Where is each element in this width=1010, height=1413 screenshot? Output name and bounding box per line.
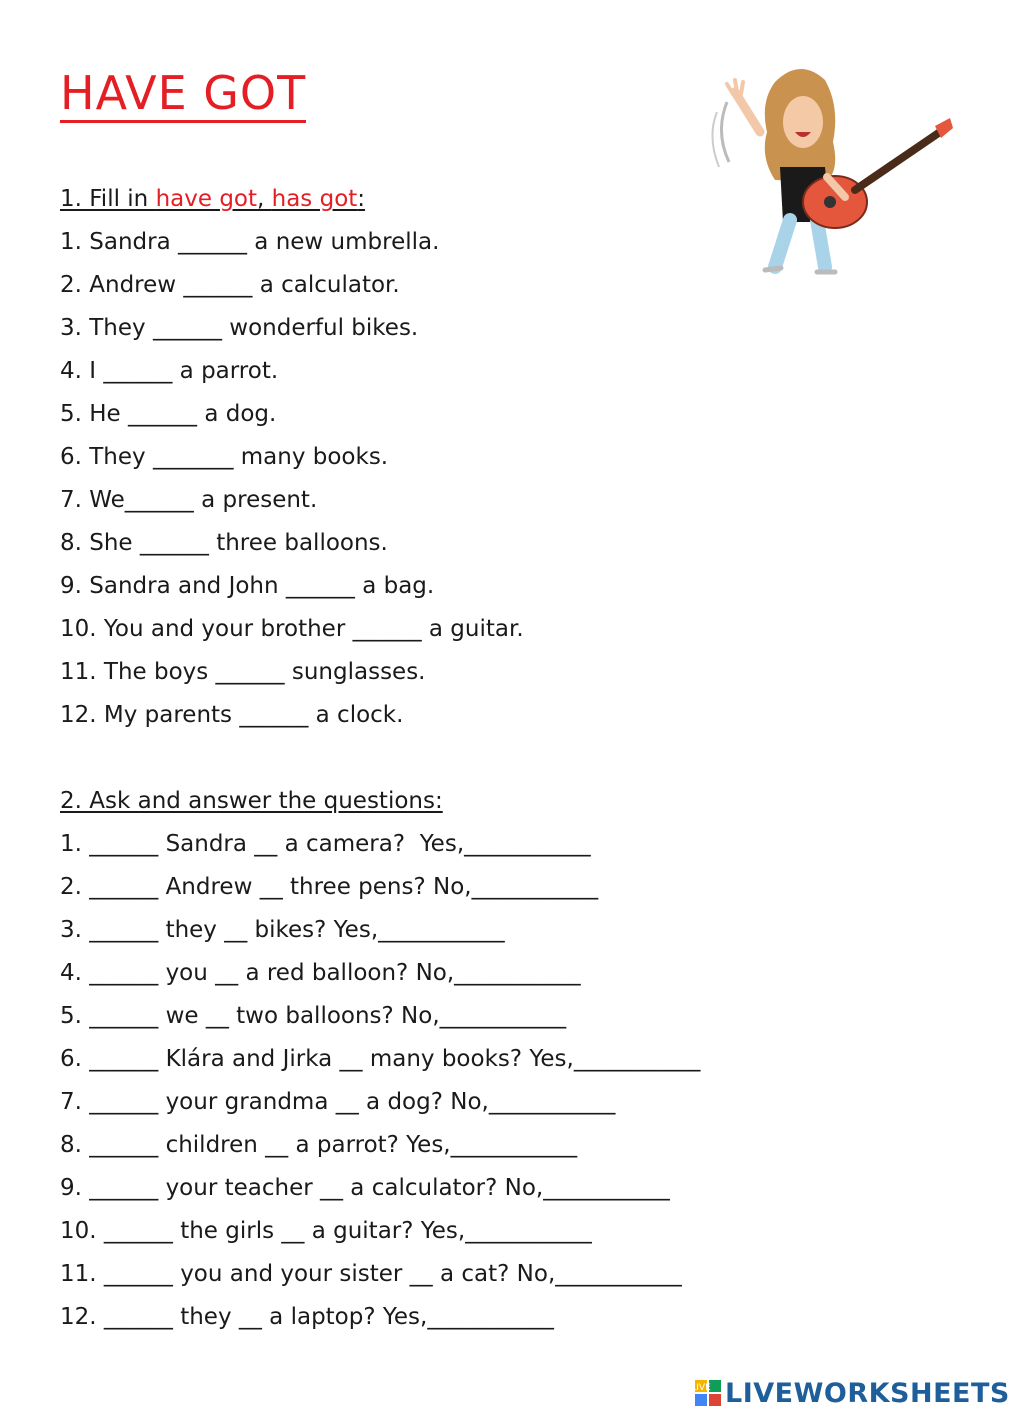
exercise1-item: 7. We______ a present. — [60, 487, 318, 513]
section2-heading: 2. Ask and answer the questions: — [60, 788, 443, 814]
exercise2-item: 2. ______ Andrew __ three pens? No,___________ — [60, 874, 599, 900]
section1-heading-prefix: 1. Fill in — [60, 186, 156, 212]
svg-text:LIVE: LIVE — [691, 1383, 711, 1393]
exercise2-item: 12. ______ they __ a laptop? Yes,___________ — [60, 1304, 554, 1330]
exercise2-item: 6. ______ Klára and Jirka __ many books? Yes,___________ — [60, 1046, 701, 1072]
exercise1-item: 4. I ______ a parrot. — [60, 358, 279, 384]
exercise2-item: 4. ______ you __ a red balloon? No,___________ — [60, 960, 581, 986]
option-have-got: have got — [155, 186, 258, 212]
logo-text: LIVEWORKSHEETS — [725, 1377, 1010, 1409]
liveworksheets-badge-icon — [691, 1380, 721, 1406]
option-has-got: has got — [271, 186, 358, 212]
exercise2-item: 8. ______ children __ a parrot? Yes,___________ — [60, 1132, 578, 1158]
exercise1-item: 1. Sandra ______ a new umbrella. — [60, 229, 440, 255]
exercise2-item: 7. ______ your grandma __ a dog? No,___________ — [60, 1089, 616, 1115]
guitar-girl-illustration — [705, 62, 960, 287]
page-title: HAVE GOT — [60, 66, 306, 123]
section1-heading-suffix: : — [357, 186, 366, 212]
section1-heading-sep: , — [257, 186, 272, 212]
exercise1-item: 10. You and your brother ______ a guitar. — [60, 616, 524, 642]
section1-heading — [60, 184, 365, 214]
exercise2-item: 11. ______ you and your sister __ a cat? No,___________ — [60, 1261, 682, 1287]
liveworksheets-logo[interactable] — [691, 1376, 1010, 1410]
exercise2-item: 10. ______ the girls __ a guitar? Yes,___________ — [60, 1218, 592, 1244]
exercise2-item: 1. ______ Sandra __ a camera? Yes,___________ — [60, 831, 591, 857]
exercise1-item: 9. Sandra and John ______ a bag. — [60, 573, 435, 599]
exercise2-item: 9. ______ your teacher __ a calculator? No,___________ — [60, 1175, 670, 1201]
exercise1-item: 5. He ______ a dog. — [60, 401, 277, 427]
exercise1-item: 2. Andrew ______ a calculator. — [60, 272, 400, 298]
exercise1-item: 11. The boys ______ sunglasses. — [60, 659, 426, 685]
exercise2-item: 3. ______ they __ bikes? Yes,___________ — [60, 917, 505, 943]
exercise1-item: 6. They _______ many books. — [60, 444, 389, 470]
exercise1-item: 3. They ______ wonderful bikes. — [60, 315, 419, 341]
exercise1-item: 12. My parents ______ a clock. — [60, 702, 404, 728]
exercise1-item: 8. She ______ three balloons. — [60, 530, 388, 556]
exercise2-item: 5. ______ we __ two balloons? No,___________ — [60, 1003, 567, 1029]
